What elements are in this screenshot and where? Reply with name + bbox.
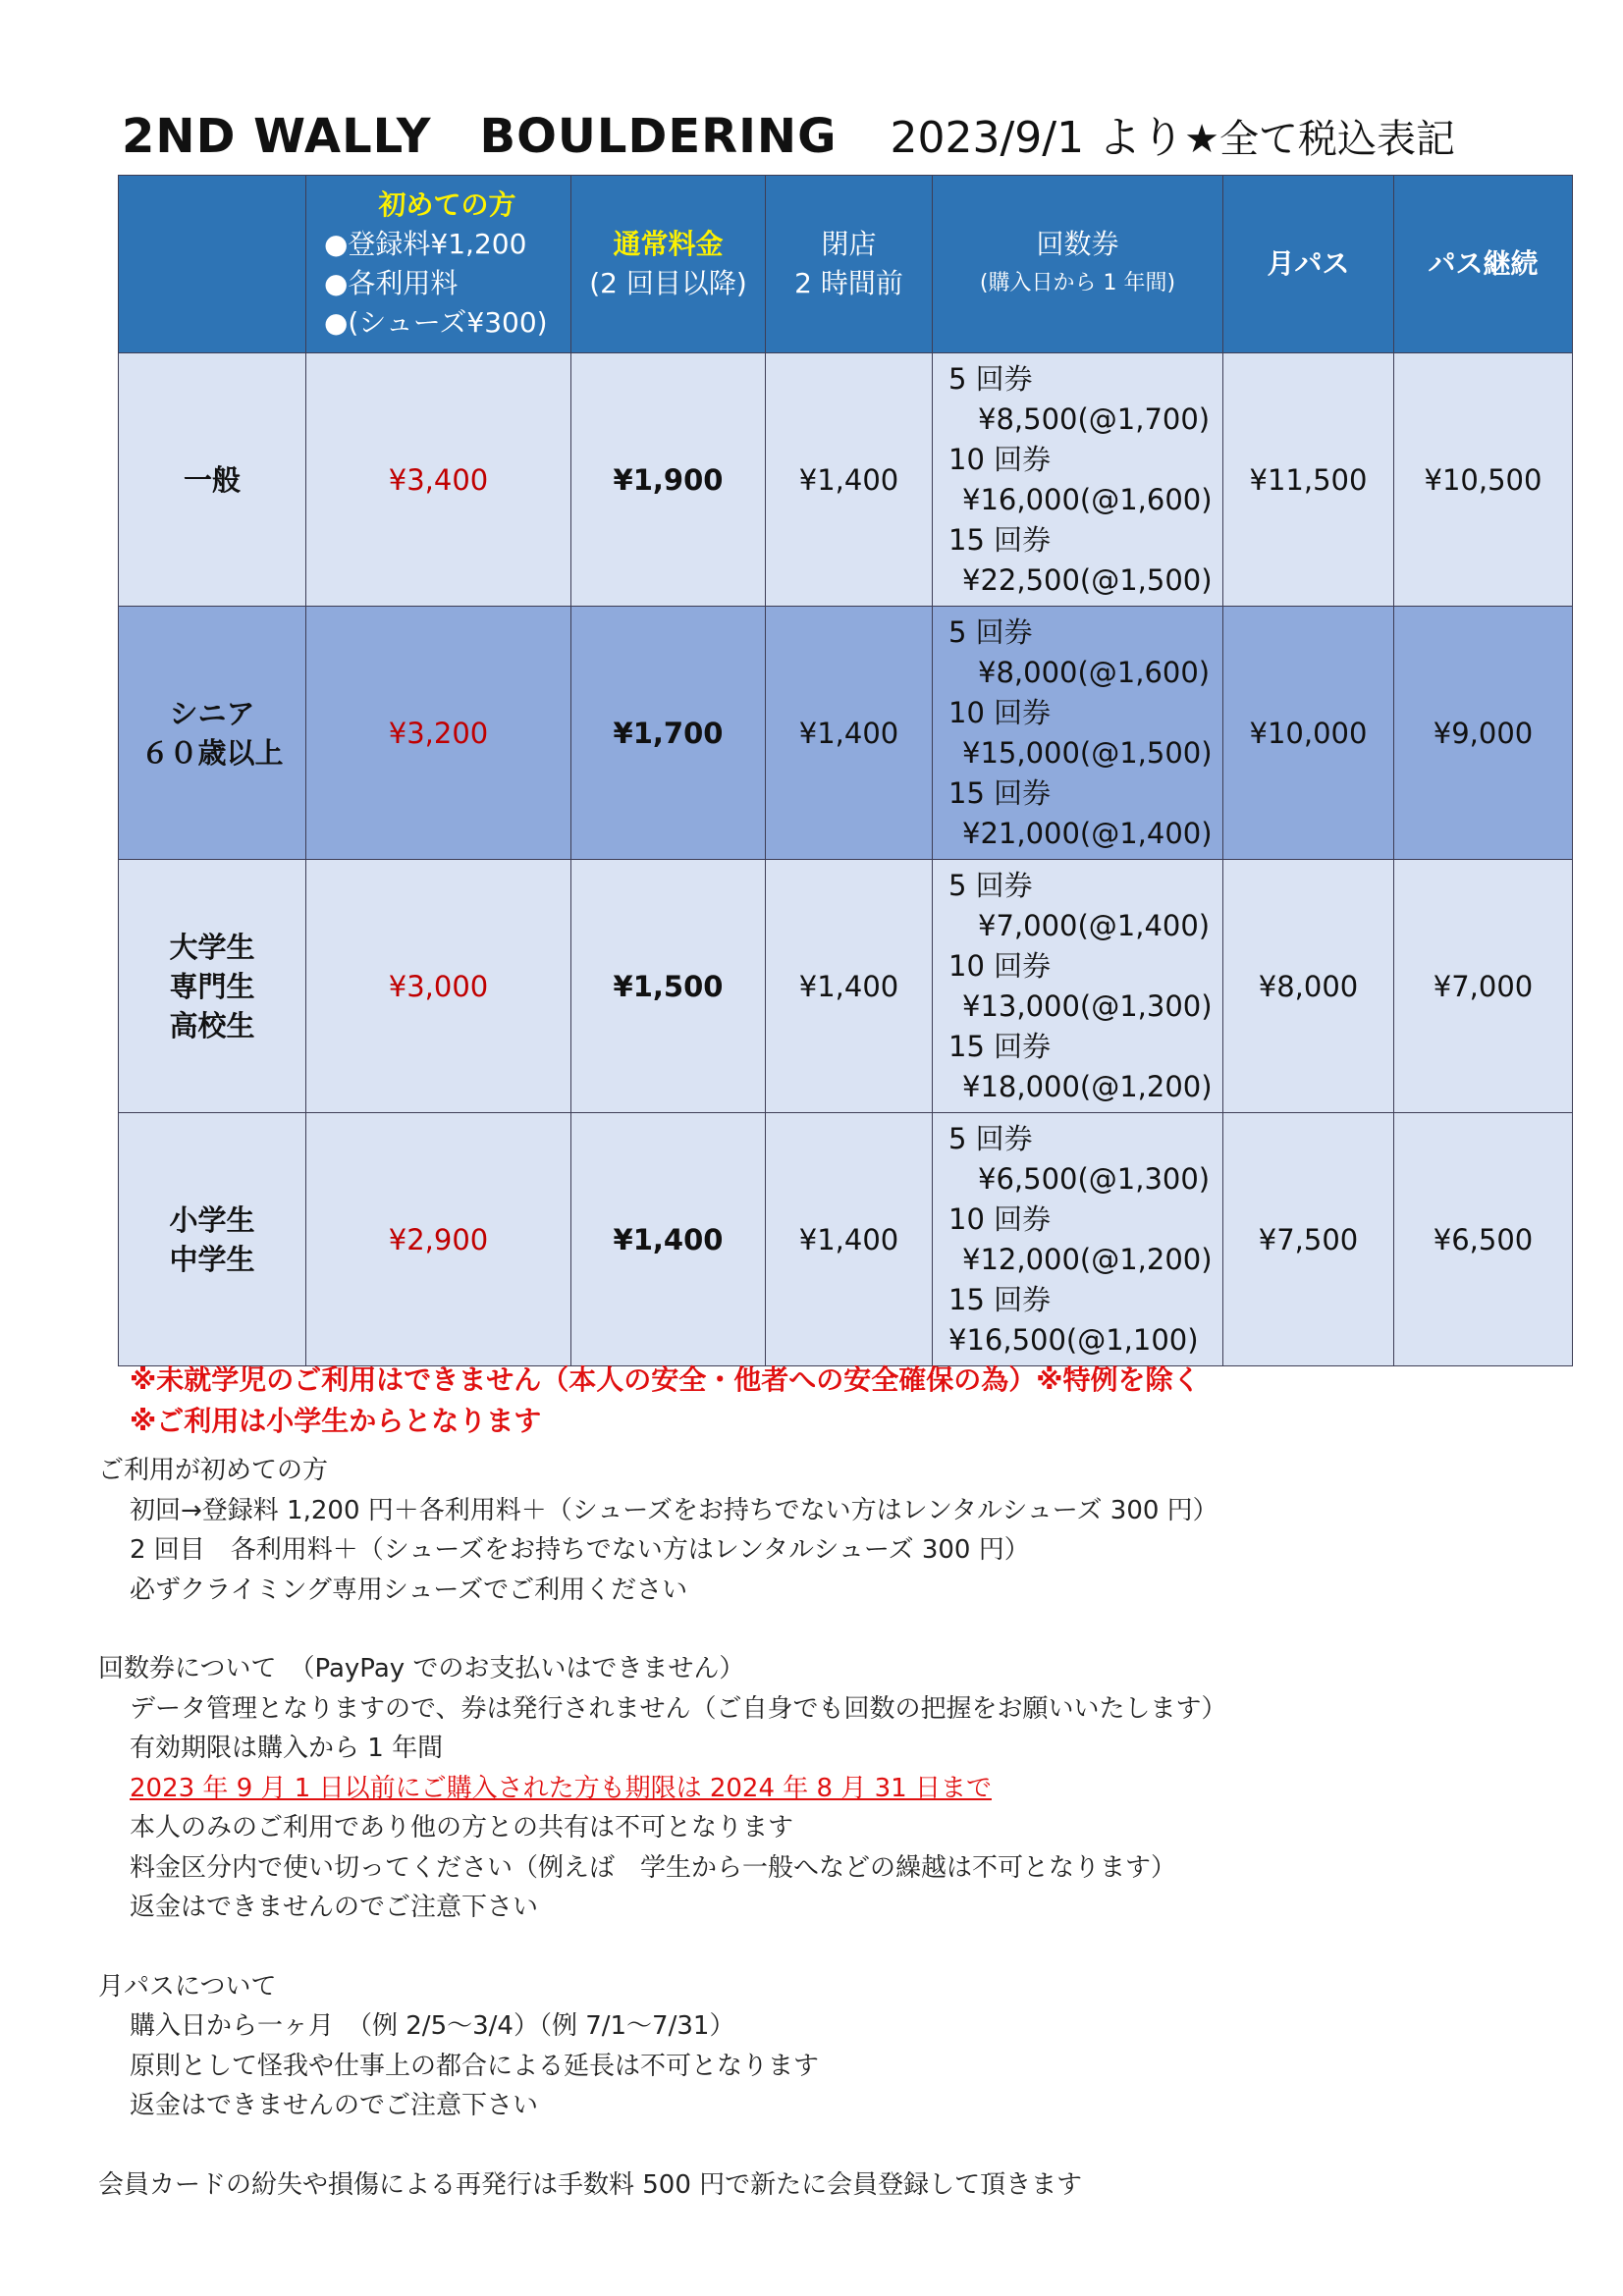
header-first-line: ●(シューズ¥300): [324, 306, 548, 339]
header-close-title: 閉店: [821, 228, 877, 260]
first-time-price: ¥2,900: [306, 1113, 571, 1366]
category-cell: [119, 607, 306, 860]
category-cell: [119, 860, 306, 1113]
section-line: 返金はできませんのでご注意下さい: [130, 2091, 539, 2120]
regular-price: ¥1,900: [571, 353, 766, 607]
table-row: [119, 1113, 1573, 1366]
ticket-label: 15 回券: [948, 1282, 1052, 1316]
monthly-pass-price: ¥11,500: [1223, 353, 1394, 607]
monthly-pass-price: ¥7,500: [1223, 1113, 1394, 1366]
ticket-price: ¥21,000(@1,400): [962, 816, 1213, 850]
monthly-pass-price: ¥10,000: [1223, 607, 1394, 860]
ticket-label: 15 回券: [948, 1029, 1052, 1063]
pass-continue-price: ¥9,000: [1394, 607, 1573, 860]
ticket-label: 15 回券: [948, 775, 1052, 810]
section-line: 購入日から一ヶ月 （例 2/5～3/4）（例 7/1～7/31）: [130, 2011, 735, 2041]
section-line: 返金はできませんのでご注意下さい: [130, 1893, 539, 1922]
ticket-price: ¥12,000(@1,200): [962, 1242, 1213, 1276]
category-label: シニア: [169, 696, 255, 730]
pass-continue-price: ¥10,500: [1394, 353, 1573, 607]
ticket-label: 10 回券: [948, 948, 1052, 983]
regular-price: ¥1,700: [571, 607, 766, 860]
ticket-price: ¥18,000(@1,200): [962, 1069, 1213, 1103]
ticket-label: 5 回券: [948, 868, 1033, 902]
table-row: [119, 860, 1573, 1113]
ticket-cell: [933, 607, 1223, 860]
header-ticket-sub: (購入日から 1 年間): [979, 271, 1176, 295]
tax-note: ★全て税込表記: [1184, 117, 1455, 162]
warning-line: ※未就学児のご利用はできません（本人の安全・他者への安全確保の為）※特例を除く: [130, 1363, 1201, 1396]
section-line: 2 回目 各利用料＋（シューズをお持ちでない方はレンタルシューズ 300 円）: [130, 1535, 1030, 1565]
ticket-price: ¥15,000(@1,500): [962, 735, 1213, 770]
section-line: 必ずクライミング専用シューズでご利用ください: [130, 1575, 688, 1605]
regular-price: ¥1,500: [571, 860, 766, 1113]
category-label: 一般: [183, 462, 241, 497]
section-heading: ご利用が初めての方: [98, 1456, 329, 1485]
table-row: [119, 607, 1573, 860]
first-time-price: ¥3,000: [306, 860, 571, 1113]
header-monthly: 月パス: [1223, 176, 1394, 353]
monthly-pass-price: ¥8,000: [1223, 860, 1394, 1113]
close-price: ¥1,400: [766, 860, 933, 1113]
ticket-label: 10 回券: [948, 442, 1052, 476]
regular-price: ¥1,400: [571, 1113, 766, 1366]
section-line: 料金区分内で使い切ってください（例えば 学生から一般へなどの繰越は不可となります）: [130, 1852, 1177, 1883]
ticket-price: ¥16,000(@1,600): [962, 482, 1213, 516]
first-time-price: ¥3,400: [306, 353, 571, 607]
header-regular-title: 通常料金: [613, 228, 724, 260]
gym-name: 2ND WALLY BOULDERING: [122, 109, 838, 164]
close-price: ¥1,400: [766, 1113, 933, 1366]
ticket-price: ¥7,000(@1,400): [978, 908, 1211, 942]
ticket-label: 15 回券: [948, 522, 1052, 557]
ticket-label: 10 回券: [948, 695, 1052, 729]
price-table: [118, 175, 1573, 1366]
ticket-cell: [933, 1113, 1223, 1366]
category-cell: [119, 353, 306, 607]
ticket-price: ¥8,000(@1,600): [978, 655, 1211, 689]
section-line: 有効期限は購入から 1 年間: [130, 1734, 444, 1763]
section-line: 本人のみのご利用であり他の方との共有は不可となります: [130, 1813, 794, 1842]
warning-notes: [130, 1360, 1200, 1442]
ticket-price: ¥6,500(@1,300): [978, 1161, 1211, 1196]
category-label: 高校生: [169, 1008, 255, 1042]
ticket-label: 5 回券: [948, 614, 1033, 649]
warning-line: ※ご利用は小学生からとなります: [130, 1405, 542, 1437]
ticket-label: 10 回券: [948, 1201, 1052, 1236]
close-price: ¥1,400: [766, 353, 933, 607]
first-time-price: ¥3,200: [306, 607, 571, 860]
effective-date: 2023/9/1 より: [890, 113, 1185, 163]
ticket-price: ¥22,500(@1,500): [962, 562, 1213, 597]
ticket-cell: [933, 860, 1223, 1113]
ticket-label: 5 回券: [948, 1121, 1033, 1155]
header-first-time: [306, 176, 571, 353]
section-line: 原則として怪我や仕事上の都合による延長は不可となります: [130, 2051, 820, 2081]
header-regular: [571, 176, 766, 353]
ticket-price: ¥16,500(@1,100): [948, 1322, 1199, 1357]
category-cell: [119, 1113, 306, 1366]
category-label: 大学生: [169, 930, 255, 964]
ticket-price: ¥8,500(@1,700): [978, 401, 1211, 436]
category-label: 専門生: [169, 969, 255, 1003]
header-first-line: ●登録料¥1,200: [324, 228, 527, 260]
ticket-label: 5 回券: [948, 361, 1033, 396]
category-label: ６０歳以上: [140, 735, 284, 770]
header-ticket: [933, 176, 1223, 353]
section-line: データ管理となりますので、券は発行されません（ご自身でも回数の把握をお願いいたします）: [130, 1693, 1227, 1724]
card-reissue-note: 会員カードの紛失や損傷による再発行は手数料 500 円で新たに会員登録して頂きます: [98, 2169, 1083, 2200]
header-continue: パス継続: [1394, 176, 1573, 353]
section-line: 初回→登録料 1,200 円＋各利用料＋（シューズをお持ちでない方はレンタルシューズ 300 円）: [130, 1495, 1218, 1525]
category-label: 中学生: [169, 1242, 255, 1276]
page-title: [122, 98, 1455, 173]
expiry-notice: 2023 年 9 月 1 日以前にご購入された方も期限は 2024 年 8 月 31 日まで: [130, 1773, 992, 1803]
ticket-cell: [933, 353, 1223, 607]
close-price: ¥1,400: [766, 607, 933, 860]
pass-continue-price: ¥6,500: [1394, 1113, 1573, 1366]
header-close-sub: 2 時間前: [794, 267, 903, 299]
header-category: [119, 176, 306, 353]
header-first-line: ●各利用料: [324, 267, 459, 299]
section-heading: 月パスについて: [98, 1971, 277, 2002]
header-first-title: 初めての方: [378, 188, 516, 221]
header-close: [766, 176, 933, 353]
section-heading: 回数券について （PayPay でのお支払いはできません）: [98, 1654, 745, 1683]
table-header-row: [119, 176, 1573, 353]
category-label: 小学生: [169, 1202, 255, 1237]
header-ticket-title: 回数券: [1036, 228, 1119, 260]
info-sections: [98, 1451, 1226, 2205]
table-row: [119, 353, 1573, 607]
ticket-price: ¥13,000(@1,300): [962, 988, 1213, 1023]
pass-continue-price: ¥7,000: [1394, 860, 1573, 1113]
header-regular-sub: (2 回目以降): [589, 267, 747, 299]
